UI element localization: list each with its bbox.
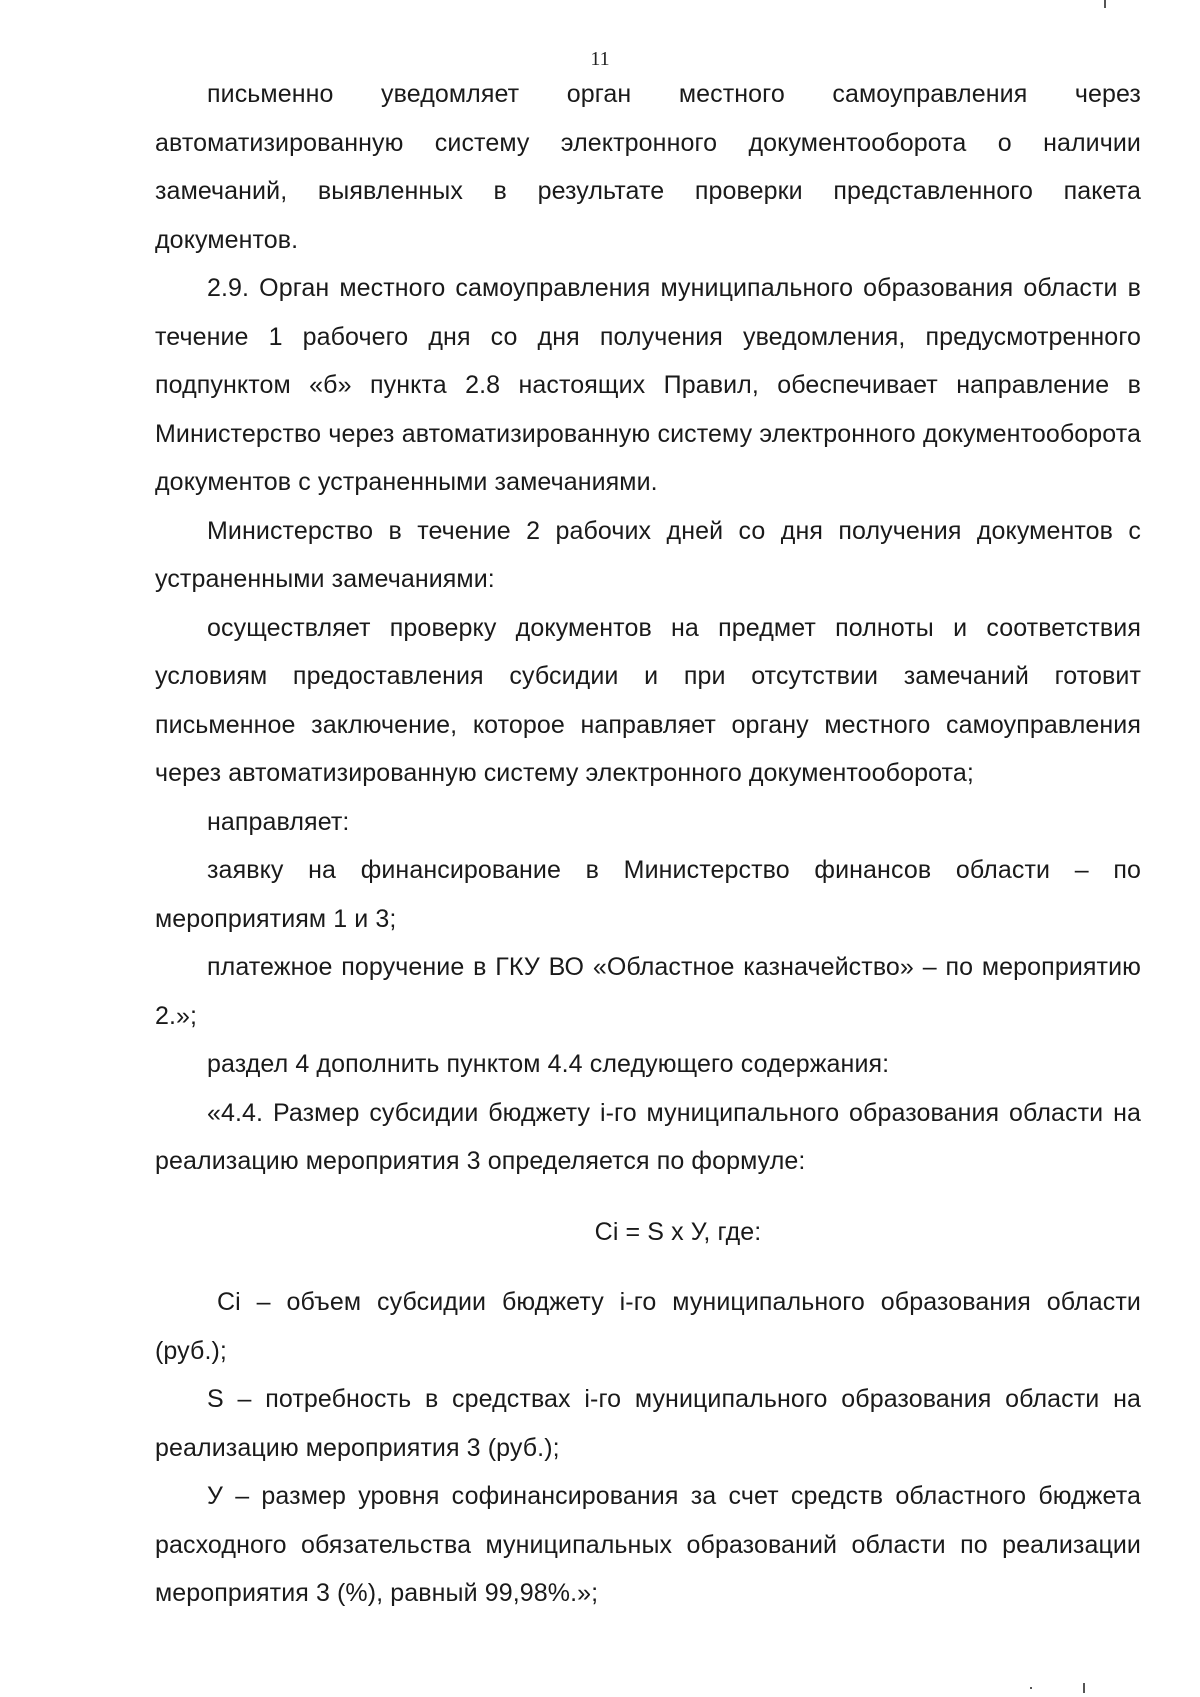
paragraph-continuation: письменно уведомляет орган местного самоуправления через автоматизированную систему электронного документооборота о наличии замечаний, выявленных в результате проверки представленного пакета документов. (155, 80, 1141, 254)
paragraph-ministry-review: Министерство в течение 2 рабочих дней со дня получения документов с устраненными замечаниями: (155, 516, 1141, 593)
definition-s: S – потребность в средствах i-го муниципального образования области на реализацию мероприятия 3 (руб.); (155, 1385, 1141, 1462)
definition-u: У – размер уровня софинансирования за счет средств областного бюджета расходного обязательства муниципальных образований области по реализации мероприятия 3 (%), равный 99,98%.»; (155, 1482, 1141, 1607)
scan-mark-bottom-right (1083, 1683, 1085, 1693)
paragraph-directs: направляет: (207, 807, 350, 836)
definition-ci: Ci – объем субсидии бюджету i-го муниципального образования области (руб.); (155, 1288, 1141, 1365)
scan-dot-bottom (1030, 1687, 1032, 1689)
document-body (155, 70, 1141, 1618)
subsidy-formula: Ci = S x У, где: (594, 1217, 762, 1246)
scan-mark-top-right (1104, 0, 1106, 8)
paragraph-section-4-amendment: раздел 4 дополнить пунктом 4.4 следующего содержания: (207, 1050, 890, 1078)
paragraph-4-4: «4.4. Размер субсидии бюджету i-го муниципального образования области на реализацию мероприятия 3 определяется по формуле: (155, 1098, 1141, 1175)
paragraph-2-9: 2.9. Орган местного самоуправления муниципального образования области в течение 1 рабочего дня со дня получения уведомления, предусмотренного подпунктом «б» пункта 2.8 настоящих Правил, обеспечивает направление в Министерство через автоматизированную систему электронного документооборота документов с устраненными замечаниями. (155, 274, 1141, 496)
paragraph-check-documents: осуществляет проверку документов на предмет полноты и соответствия условиям предоставления субсидии и при отсутствии замечаний готовит письменное заключение, которое направляет органу местного самоуправления через автоматизированную систему электронного документооборота; (155, 613, 1141, 787)
paragraph-financing-request: заявку на финансирование в Министерство финансов области – по мероприятиям 1 и 3; (155, 856, 1141, 933)
paragraph-payment-order: платежное поручение в ГКУ ВО «Областное казначейство» – по мероприятию 2.»; (155, 953, 1141, 1030)
page-number: 11 (590, 48, 610, 70)
